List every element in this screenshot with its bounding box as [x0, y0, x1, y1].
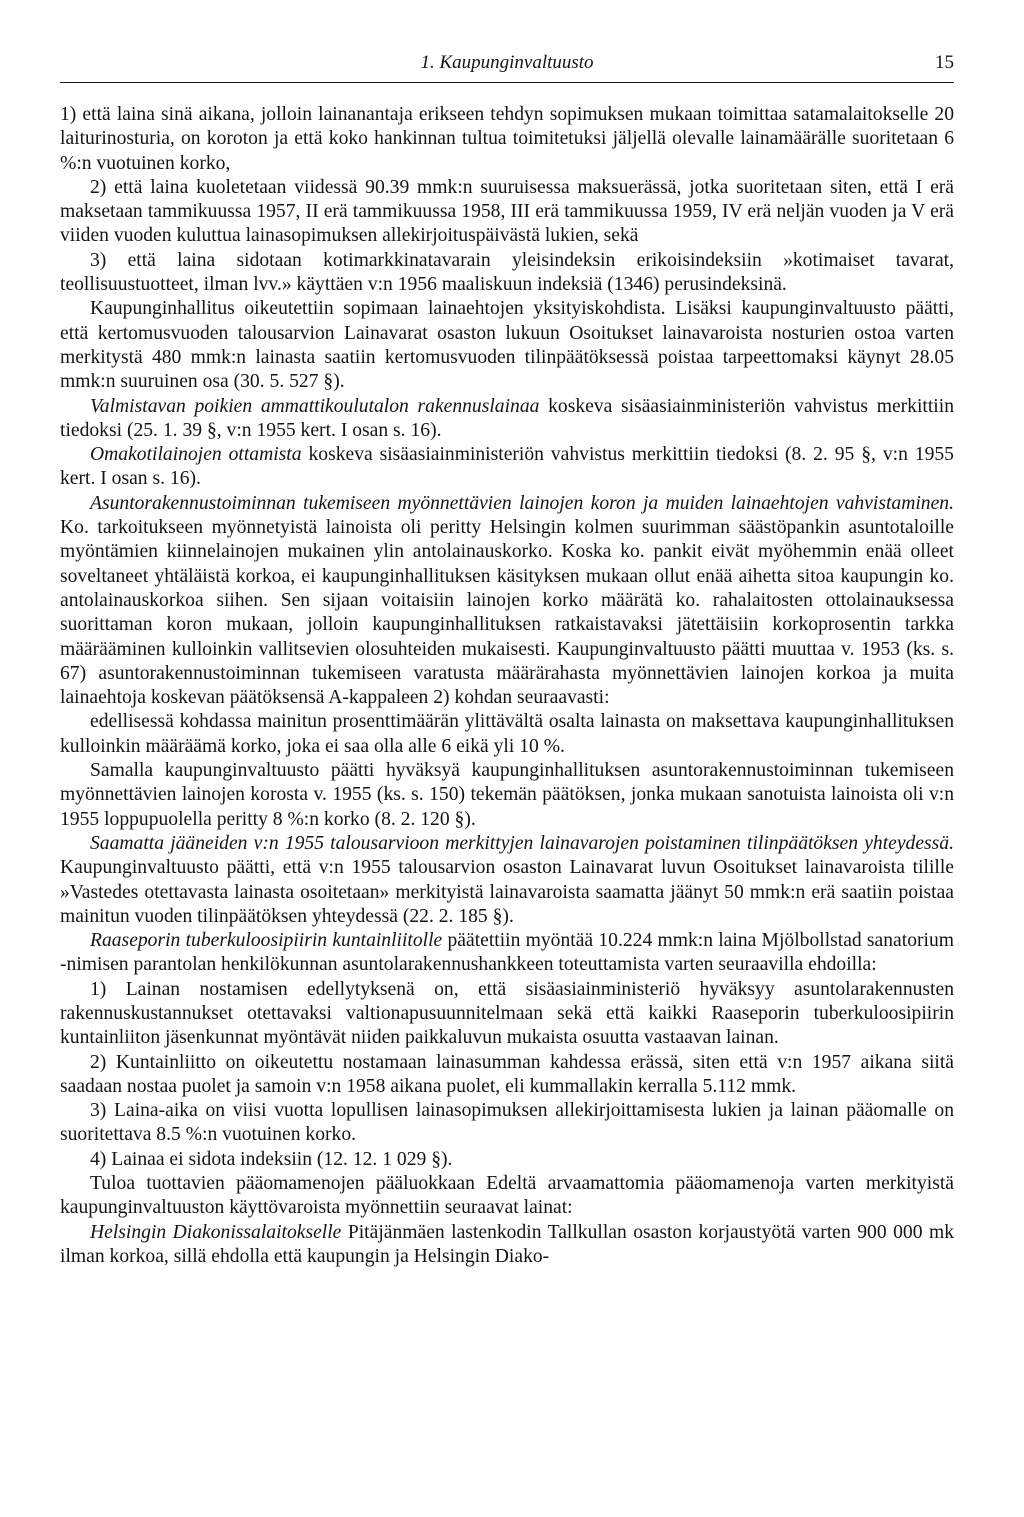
text-run: 1) että laina sinä aikana, jolloin lainanantaja erikseen tehdyn sopimuksen mukaan toimittaa satamalaitokselle 20 laiturinosturia, on koroton ja että koko hankinnan tultua toimitetuksi jäljellä olevalle lainamäärälle suoritetaan 6 %:n vuotuinen korko, [60, 104, 954, 174]
italic-heading: Helsingin Diakonissalaitokselle [90, 1221, 342, 1243]
paragraph [60, 1148, 954, 1172]
paragraph [60, 249, 954, 298]
text-run: päätettiin myöntää 10.224 mmk:n laina Mjölbollstad sanatorium -nimisen parantolan henkilökunnan asuntolarakennushankkeen toteuttamista varten seuraavilla ehdoilla: [60, 930, 954, 976]
text-run: 3) että laina sidotaan kotimarkkinatavarain yleisindeksin erikoisindeksiin »kotimaiset tavarat, teollisuustuotteet, ilman lvv.» käyttäen v:n 1956 maaliskuun indeksiä (1346) perusindeksinä. [60, 249, 954, 296]
text-run: 2) että laina kuoletetaan viidessä 90.39 mmk:n suuruisessa maksuerässä, jotka suoritetaan siten, että I erä maksetaan tammikuussa 1957, II erä tammikuussa 1958, III erä tammikuussa 1959, IV erä neljän vuoden ja V erä viiden vuoden kuluttua lainasopimuksen allekirjoituspäivästä lukien, sekä [60, 176, 954, 247]
body-text [60, 103, 954, 1269]
paragraph [60, 1099, 954, 1148]
paragraph [60, 176, 954, 249]
paragraph [60, 443, 954, 492]
text-run: koskeva sisäasiainministeriön vahvistus merkittiin tiedoksi (25. 1. 39 §, v:n 1955 kert. I osan s. 16). [60, 395, 954, 441]
text-run: edellisessä kohdassa mainitun prosenttimäärän ylittävältä osalta lainasta on maksettava kaupunginhallituksen kulloinkin määräämä korko, joka ei saa olla alle 6 eikä yli 10 %. [60, 711, 954, 757]
text-run: 2) Kuntainliitto on oikeutettu nostamaan lainasumman kahdessa erässä, siten että v:n 1957 aikana siitä saadaan nostaa puolet ja samoin v:n 1958 aikana puolet, eli kummallakin kerralla 5.112 mmk. [60, 1051, 954, 1097]
paragraph [60, 1051, 954, 1100]
text-run: 3) Laina-aika on viisi vuotta lopullisen lainasopimuksen allekirjoittamisesta lukien ja lainan pääomalle on suoritettava 8.5 %:n vuotuinen korko. [60, 1100, 954, 1146]
italic-heading: Omakotilainojen ottamista [90, 444, 302, 466]
italic-heading: Saamatta jääneiden v:n 1955 talousarvioon merkittyjen lainavarojen poistaminen tilinpäätöksen yhteydessä. [90, 832, 954, 854]
text-run: Ko. tarkoitukseen myönnetyistä lainoista oli peritty Helsingin kolmen suurimman säästöpankin asuntotaloille myöntämien kiinnelainojen mukainen ylin antolainauskorko. Koska ko. pankit eivät myöhemmin enää olleet soveltaneet yhtäläistä korkoa, ei kaupunginhallituksen käsityksen mukaan ollut enää aihetta sitoa kaupungin ko. antolainauskorkoa siihen. Sen sijaan voitaisiin lainojen korko määrätä ko. rahalaitosten ottolainauksessa suorittaman koron mukaan, jolloin kaupunginhallituksen ratkaistavaksi jätettäisiin korkoprosentin tarkka määrääminen kulloinkin vallitsevien olosuhteiden mukaisesti. Kaupunginvaltuusto päätti muuttaa v. 1953 (ks. s. 67) asuntorakennustoiminnan tukemiseen varatusta määrärahasta myönnettävien lainojen korkoa ja muita lainaehtoja koskevan päätöksensä A-kappaleen 2) kohdan seuraavasti: [60, 517, 954, 709]
text-run: Samalla kaupunginvaltuusto päätti hyväksyä kaupunginhallituksen asuntorakennustoiminnan tukemiseen myönnettävien lainojen korosta v. 1955 (ks. s. 150) tekemän päätöksen, jonka mukaan sanotuista lainoista oli v:n 1955 loppupuolella peritty 8 %:n korko (8. 2. 120 §). [60, 760, 954, 830]
text-run: Tuloa tuottavien pääomamenojen pääluokkaan Edeltä arvaamattomia pääomamenoja varten merkityistä kaupunginvaltuuston käyttövaroista myönnettiin seuraavat lainat: [60, 1173, 954, 1219]
chapter-title: 1. Kaupunginvaltuusto [420, 52, 594, 73]
text-run: koskeva sisäasiainministeriön vahvistus merkittiin tiedoksi (8. 2. 95 §, v:n 1955 kert. I osan s. 16). [60, 444, 954, 490]
italic-heading: Valmistavan poikien ammattikoulutalon rakennuslainaa [90, 395, 540, 417]
text-run: Pitäjänmäen lastenkodin Tallkullan osaston korjaustyötä varten 900 000 mk ilman korkoa, sillä ehdolla että kaupungin ja Helsingin Diako- [60, 1221, 954, 1267]
text-run: 1) Lainan nostamisen edellytyksenä on, että sisäasiainministeriö hyväksyy asuntolarakennusten rakennuskustannukset otettavaksi valtionapusuunnitelmaan sekä että kaikki Raaseporin tuberkuloosipiirin kuntainliiton jäsenkunnat myöntävät niiden paikkaluvun mukaista osuutta vastaavan lainan. [60, 978, 954, 1049]
italic-heading: Raaseporin tuberkuloosipiirin kuntainliitolle [90, 930, 443, 952]
paragraph [60, 492, 954, 711]
page-number: 15 [935, 52, 954, 73]
paragraph [60, 395, 954, 444]
paragraph [60, 1221, 954, 1270]
running-header [60, 52, 954, 83]
text-run: Kaupunginvaltuusto päätti, että v:n 1955 talousarvion osaston Lainavarat luvun Osoitukset lainavaroista tilille »Vastedes otettavasta lainasta osoitetaan» merkityistä lainavaroista saamatta jäänyt 50 mmk:n erä saatiin poistaa mainitun vuoden tilinpäätöksen yhteydessä (22. 2. 185 §). [60, 857, 954, 927]
paragraph [60, 103, 954, 176]
text-run: Kaupunginhallitus oikeutettiin sopimaan lainaehtojen yksityiskohdista. Lisäksi kaupunginvaltuusto päätti, että kertomusvuoden talousarvion Lainavarat osaston lukuun Osoitukset lainavaroista nosturien ostoa varten merkitystä 480 mmk:n lainasta saatiin kertomusvuoden tilinpäätöksessä poistaa tarpeettomaksi käynyt 28.05 mmk:n suuruinen osa (30. 5. 527 §). [60, 298, 954, 393]
paragraph [60, 710, 954, 759]
paragraph [60, 832, 954, 929]
paragraph [60, 929, 954, 978]
paragraph [60, 1172, 954, 1221]
text-run: 4) Lainaa ei sidota indeksiin (12. 12. 1 029 §). [90, 1148, 453, 1170]
italic-heading: Asuntorakennustoiminnan tukemiseen myönnettävien lainojen koron ja muiden lainaehtojen vahvistaminen. [90, 492, 954, 514]
paragraph [60, 297, 954, 394]
paragraph [60, 759, 954, 832]
paragraph [60, 978, 954, 1051]
